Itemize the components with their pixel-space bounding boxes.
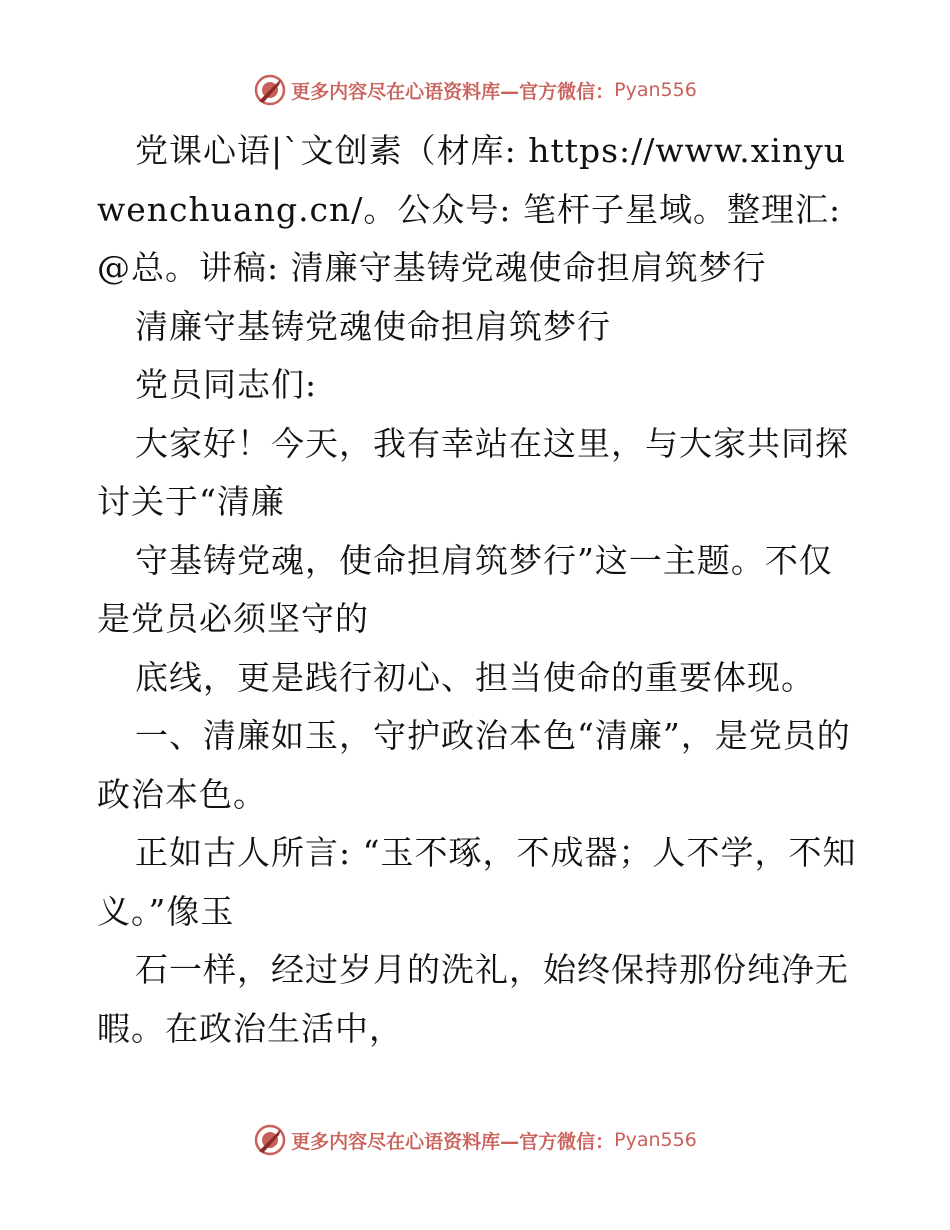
watermark-wechat-id: Pyan556 <box>614 79 697 101</box>
watermark-text: 更多内容尽在心语资料库—官方微信： <box>291 1130 615 1153</box>
pen-logo-icon <box>253 1123 287 1157</box>
header-watermark <box>0 70 950 110</box>
footer-watermark <box>0 1120 950 1160</box>
watermark-text: 更多内容尽在心语资料库—官方微信： <box>291 80 615 103</box>
paragraph-section-one: 一、清廉如玉，守护政治本色“清廉”，是党员的政治本色。 <box>97 716 851 814</box>
pen-logo-icon <box>253 73 287 107</box>
paragraph-quote: 正如古人所言: “玉不琢，不成器；人不学，不知义。”像玉 <box>97 833 857 931</box>
paragraph-title: 清廉守基铸党魂使命担肩筑梦行 <box>135 306 611 346</box>
paragraph-jade: 石一样，经过岁月的洗礼，始终保持那份纯净无暇。在政治生活中， <box>97 950 849 1048</box>
watermark-wechat-id: Pyan556 <box>614 1129 697 1151</box>
paragraph-intro: 党课心语|`文创素（材库: https://www.xinyuwenchuang.cn/。公众号: 笔杆子星域。整理汇:@总。讲稿: 清廉守基铸党魂使命担肩筑梦行 <box>97 131 847 287</box>
paragraph-salutation: 党员同志们: <box>135 365 318 404</box>
document-body <box>97 122 857 1058</box>
paragraph-bottomline: 底线，更是践行初心、担当使命的重要体现。 <box>135 657 815 697</box>
paragraph-greeting: 大家好！今天，我有幸站在这里，与大家共同探讨关于“清廉 <box>97 423 849 521</box>
paragraph-theme: 守基铸党魂，使命担肩筑梦行”这一主题。不仅是党员必须坚守的 <box>97 540 833 638</box>
